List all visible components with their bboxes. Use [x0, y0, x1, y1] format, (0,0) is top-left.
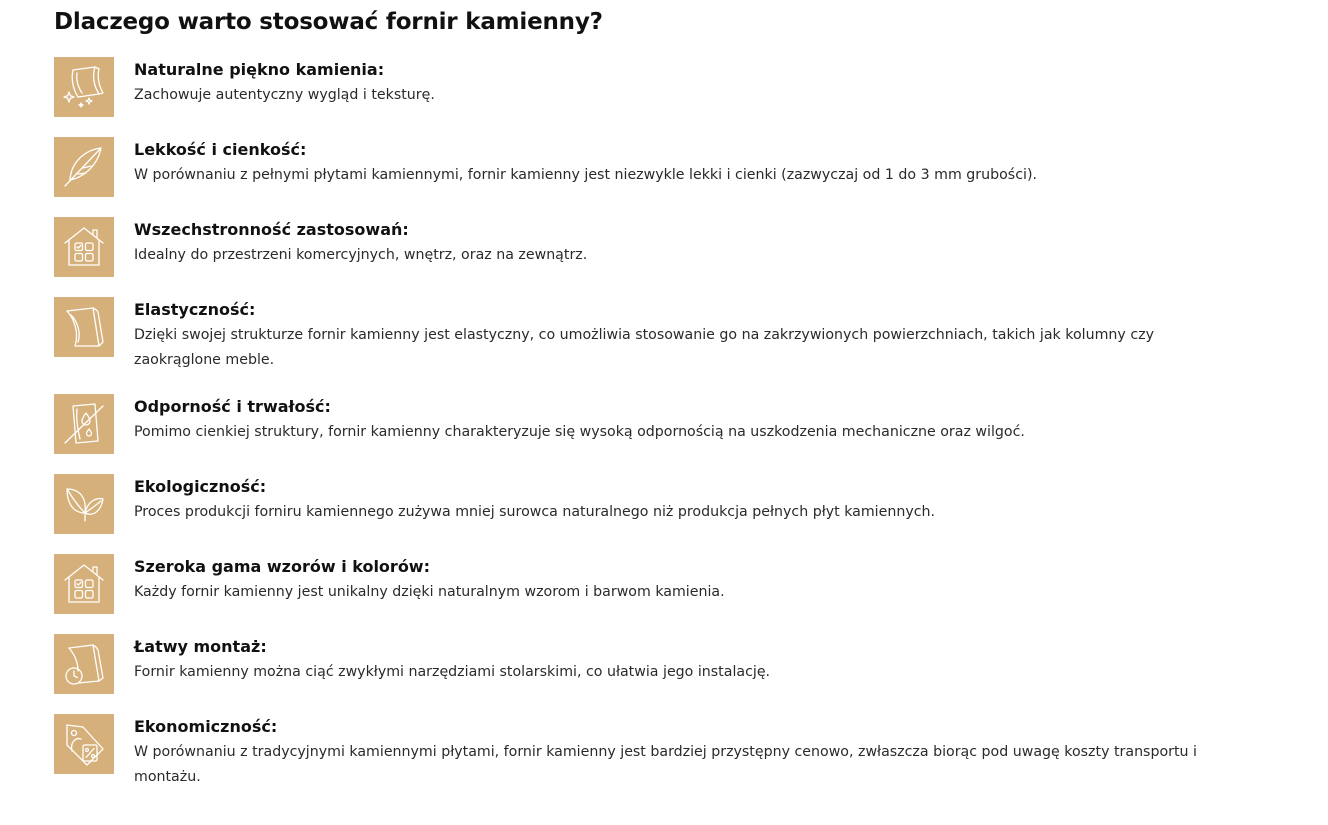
feature-title: Ekologiczność:	[134, 477, 267, 496]
feature-text	[134, 139, 1234, 188]
water-resistant-icon	[61, 401, 107, 447]
feature-text	[134, 396, 1234, 445]
price-tag-percent-icon	[61, 721, 107, 767]
stone-sparkle-icon	[61, 64, 107, 110]
feature-icon-box	[54, 474, 114, 534]
feature-icon-box	[54, 217, 114, 277]
feature-description: Zachowuje autentyczny wygląd i teksturę.	[134, 87, 435, 103]
sheet-clock-icon	[61, 641, 107, 687]
feature-description: W porównaniu z pełnymi płytami kamiennymi, fornir kamienny jest niezwykle lekki i cienki (zazwyczaj od 1 do 3 mm grubości).	[134, 167, 1037, 183]
feature-title: Wszechstronność zastosowań:	[134, 220, 409, 239]
feature-title: Szeroka gama wzorów i kolorów:	[134, 557, 430, 576]
page-title: Dlaczego warto stosować fornir kamienny?	[54, 9, 603, 35]
feature-text	[134, 299, 1234, 373]
flexible-sheet-icon	[61, 304, 107, 350]
feature-title: Lekkość i cienkość:	[134, 140, 307, 159]
feature-title: Odporność i trwałość:	[134, 397, 331, 416]
feature-icon-box	[54, 714, 114, 774]
house-grid-icon	[61, 224, 107, 270]
feather-icon	[61, 144, 107, 190]
feature-description: Każdy fornir kamienny jest unikalny dzięki naturalnym wzorom i barwom kamienia.	[134, 584, 725, 600]
feature-section	[54, 0, 1294, 785]
feature-title: Ekonomiczność:	[134, 717, 278, 736]
feature-description: Fornir kamienny można ciąć zwykłymi narzędziami stolarskimi, co ułatwia jego instalację.	[134, 664, 771, 680]
feature-icon-box	[54, 554, 114, 614]
feature-title: Łatwy montaż:	[134, 637, 267, 656]
feature-icon-box	[54, 634, 114, 694]
house-grid-icon	[61, 561, 107, 607]
feature-icon-box	[54, 297, 114, 357]
feature-description: Pomimo cienkiej struktury, fornir kamienny charakteryzuje się wysoką odpornością na uszkodzenia mechaniczne oraz wilgoć.	[134, 424, 1025, 440]
feature-text	[134, 636, 1234, 685]
feature-description: Proces produkcji forniru kamiennego zużywa mniej surowca naturalnego niż produkcja pełnych płyt kamiennych.	[134, 504, 936, 520]
feature-description: W porównaniu z tradycyjnymi kamiennymi płytami, fornir kamienny jest bardziej przystępny cenowo, zwłaszcza biorąc pod uwagę koszty transportu i montażu.	[134, 744, 1197, 785]
feature-icon-box	[54, 394, 114, 454]
feature-text	[134, 556, 1234, 605]
feature-description: Idealny do przestrzeni komercyjnych, wnętrz, oraz na zewnątrz.	[134, 247, 588, 263]
feature-text	[134, 59, 1234, 108]
feature-description: Dzięki swojej strukturze fornir kamienny jest elastyczny, co umożliwia stosowanie go na zakrzywionych powierzchniach, takich jak kolumny czy zaokrąglone meble.	[134, 327, 1154, 368]
leaf-icon	[61, 481, 107, 527]
feature-text	[134, 716, 1234, 790]
feature-text	[134, 219, 1234, 268]
feature-icon-box	[54, 137, 114, 197]
feature-title: Naturalne piękno kamienia:	[134, 60, 385, 79]
feature-text	[134, 476, 1234, 525]
feature-icon-box	[54, 57, 114, 117]
feature-title: Elastyczność:	[134, 300, 256, 319]
